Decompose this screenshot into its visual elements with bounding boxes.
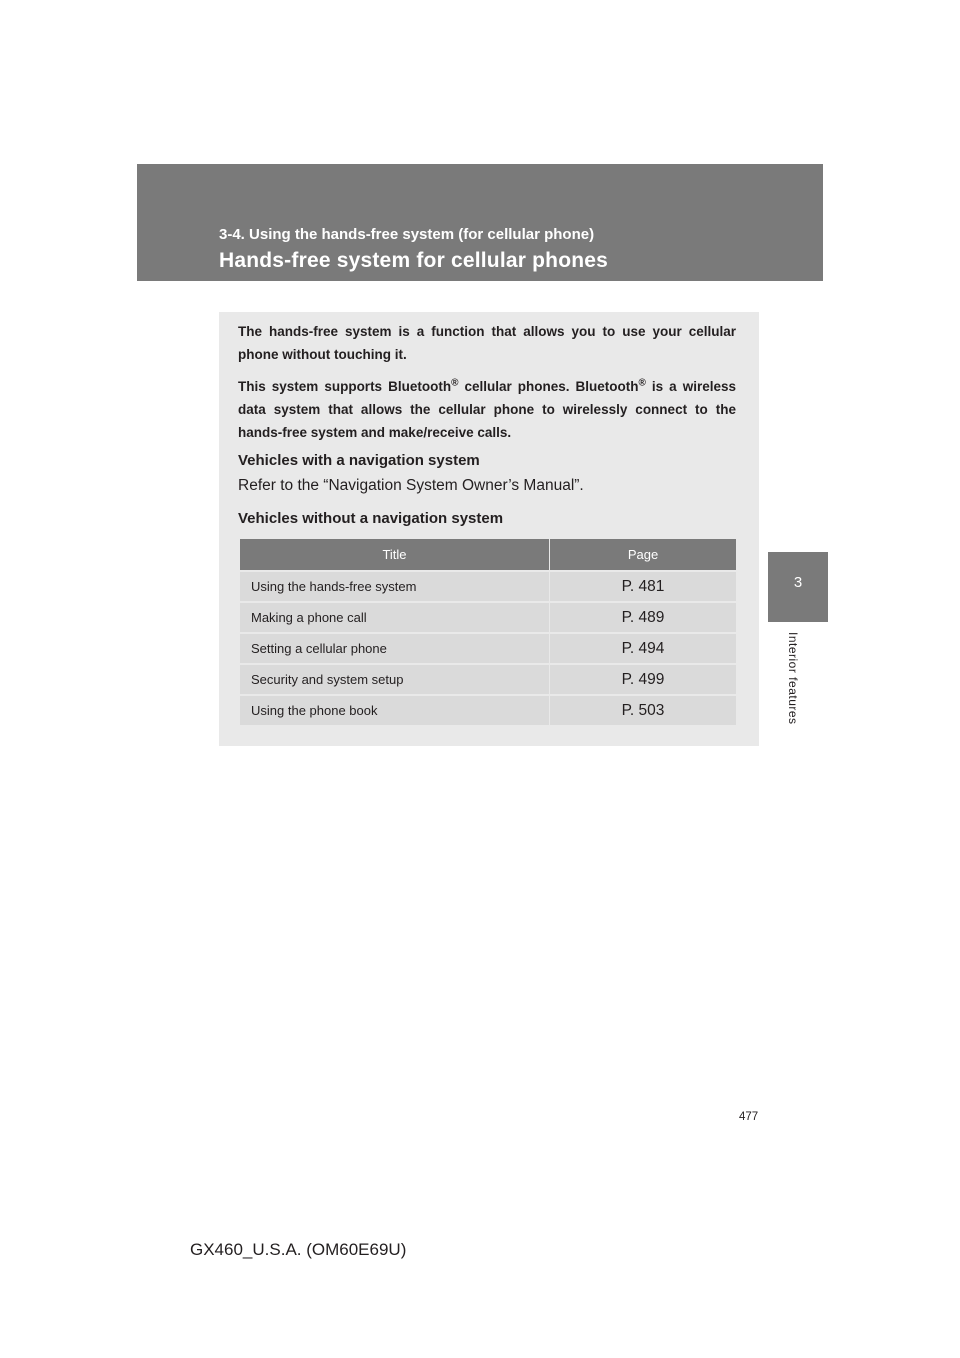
- intro-p2-part-b: cellular phones. Bluetooth: [458, 379, 639, 394]
- section-label: 3-4. Using the hands-free system (for cellular phone): [219, 226, 595, 243]
- row-title: Setting a cellular phone: [240, 633, 550, 664]
- document-code: GX460_U.S.A. (OM60E69U): [190, 1240, 407, 1259]
- table-row[interactable]: [240, 571, 736, 602]
- no-nav-heading: Vehicles without a navigation system: [238, 510, 504, 527]
- intro-paragraph-2: [238, 375, 736, 444]
- page-reference-link[interactable]: P. 481: [550, 571, 737, 602]
- row-title: Making a phone call: [240, 602, 550, 633]
- chapter-label: Interior features: [786, 632, 800, 725]
- registered-mark: ®: [451, 377, 459, 389]
- page-title: Hands-free system for cellular phones: [219, 249, 609, 272]
- chapter-number: 3: [793, 574, 803, 591]
- intro-p2-part-a: This system supports Bluetooth: [238, 379, 452, 394]
- nav-reference-text: Refer to the “Navigation System Owner’s Manual”.: [238, 477, 584, 494]
- page-number: 477: [739, 1111, 759, 1123]
- intro-p2-part-c: is a wireless data system that allows the cellular phone to wirelessly connect to the hands-free system and make/receive calls.: [238, 379, 736, 440]
- table-row[interactable]: [240, 664, 736, 695]
- table-header-row: [240, 539, 736, 571]
- row-title: Using the phone book: [240, 695, 550, 725]
- nav-heading: Vehicles with a navigation system: [238, 452, 480, 469]
- contents-table: [240, 539, 736, 725]
- registered-mark: ®: [638, 377, 646, 389]
- table-row[interactable]: [240, 602, 736, 633]
- page-reference-link[interactable]: P. 503: [550, 695, 737, 725]
- page-reference-link[interactable]: P. 489: [550, 602, 737, 633]
- row-title: Using the hands-free system: [240, 571, 550, 602]
- page-column-header: Page: [550, 539, 737, 571]
- page-reference-link[interactable]: P. 499: [550, 664, 737, 695]
- row-title: Security and system setup: [240, 664, 550, 695]
- page-reference-link[interactable]: P. 494: [550, 633, 737, 664]
- title-column-header: Title: [240, 539, 550, 571]
- table-row[interactable]: [240, 633, 736, 664]
- intro-text: [238, 320, 736, 453]
- intro-paragraph-1: The hands-free system is a function that allows you to use your cellular phone without touching it.: [238, 324, 736, 362]
- chapter-tab[interactable]: [768, 552, 828, 622]
- table-row[interactable]: [240, 695, 736, 725]
